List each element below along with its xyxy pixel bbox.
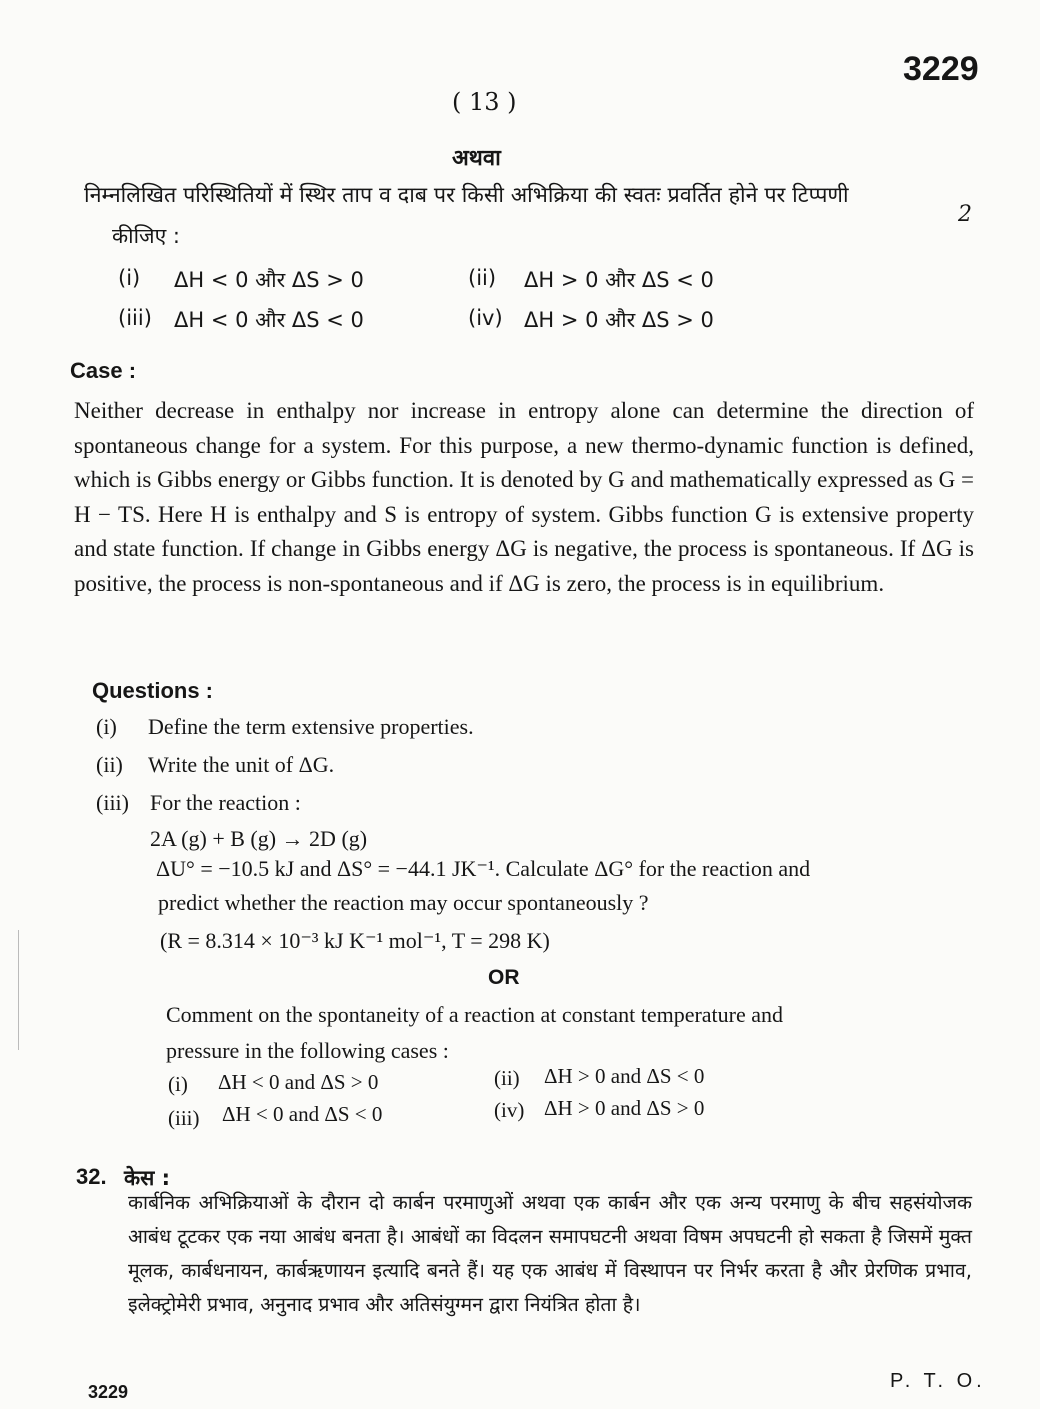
case-heading: Case : [70, 358, 137, 383]
question-num: (i) [96, 714, 117, 739]
question-text: For the reaction : [150, 790, 301, 815]
or-option-num: (i) [168, 1072, 188, 1096]
hindi-option-num: (iii) [118, 306, 152, 330]
question-32-heading: केस : [124, 1166, 171, 1190]
or-label: OR [488, 966, 520, 989]
or-line1: Comment on the spontaneity of a reaction at constant temperature and [166, 1002, 784, 1027]
hindi-option-text: ΔH < 0 और ΔS > 0 [174, 268, 364, 292]
reaction-predict: predict whether the reaction may occur spontaneously ? [158, 890, 649, 915]
questions-heading: Questions : [92, 678, 214, 703]
hindi-option-num: (i) [118, 266, 141, 290]
or-option-num: (iii) [168, 1106, 200, 1130]
reaction-equation: 2A (g) + B (g) → 2D (g) [150, 826, 368, 851]
pto-label: P. T. O. [890, 1370, 986, 1392]
or-option-text: ΔH < 0 and ΔS < 0 [222, 1102, 383, 1126]
hindi-option-text: ΔH > 0 और ΔS > 0 [524, 308, 714, 332]
or-option-text: ΔH < 0 and ΔS > 0 [218, 1070, 379, 1094]
question-text: Write the unit of ΔG. [148, 752, 335, 777]
hindi-option-num: (iv) [468, 306, 503, 330]
hindi-question-line2: कीजिए : [112, 224, 180, 248]
reaction-constants: (R = 8.314 × 10⁻³ kJ K⁻¹ mol⁻¹, T = 298 K) [160, 928, 550, 953]
or-option-num: (ii) [494, 1066, 520, 1090]
question-num: (ii) [96, 752, 123, 777]
case-paragraph: Neither decrease in enthalpy nor increase in entropy alone can determine the direction of spontaneous change for a system. For this purpose, a new thermo-dynamic function is defined, which is Gibbs energy or Gibbs function. It is denoted by G and mathematically expressed as G = H − TS. Here H is enthalpy and S is entropy of system. Gibbs function G is extensive property and state function. If change in Gibbs energy ΔG is negative, the process is spontaneous. If ΔG is positive, the process is non-spontaneous and if ΔG is zero, the process is in equilibrium. [74, 398, 974, 596]
or-option-text: ΔH > 0 and ΔS < 0 [544, 1064, 705, 1088]
reaction-data: ΔU° = −10.5 kJ and ΔS° = −44.1 JK⁻¹. Calculate ΔG° for the reaction and [156, 856, 811, 881]
question-32-number: 32. [76, 1164, 107, 1189]
hindi-option-text: ΔH < 0 और ΔS < 0 [174, 308, 364, 332]
hindi-option-text: ΔH > 0 और ΔS < 0 [524, 268, 714, 292]
or-line2: pressure in the following cases : [166, 1038, 449, 1063]
or-heading-hindi: अथवा [452, 146, 501, 171]
scan-margin-line [18, 930, 19, 1050]
question-text: Define the term extensive properties. [148, 714, 474, 739]
hindi-question-line1: निम्नलिखित परिस्थितियों में स्थिर ताप व दाब पर किसी अभिक्रिया की स्वतः प्रवर्तित होने पर टिप्पणी [84, 183, 849, 208]
or-option-text: ΔH > 0 and ΔS > 0 [544, 1096, 705, 1120]
footer-code: 3229 [88, 1382, 129, 1402]
question-num: (iii) [96, 790, 129, 815]
hindi-option-num: (ii) [468, 266, 497, 290]
marks: 2 [958, 202, 972, 227]
or-option-num: (iv) [494, 1098, 525, 1122]
paper-code: 3229 [903, 50, 979, 88]
page-number: ( 13 ) [452, 88, 517, 116]
question-32-paragraph: कार्बनिक अभिक्रियाओं के दौरान दो कार्बन परमाणुओं अथवा एक कार्बन और एक अन्य परमाणु के बीच सहसंयोजक आबंध टूटकर एक नया आबंध बनता है। आबंधों का विदलन समापघटनी अथवा विषम अपघटनी हो सकता है जिसमें मुक्त मूलक, कार्बधनायन, कार्बऋणायन इत्यादि बनते हैं। यह एक आबंध में विस्थापन पर निर्भर करता है और प्रेरणिक प्रभाव, इलेक्ट्रोमेरी प्रभाव, अनुनाद प्रभाव और अतिसंयुग्मन द्वारा नियंत्रित होता है। [128, 1191, 972, 1316]
